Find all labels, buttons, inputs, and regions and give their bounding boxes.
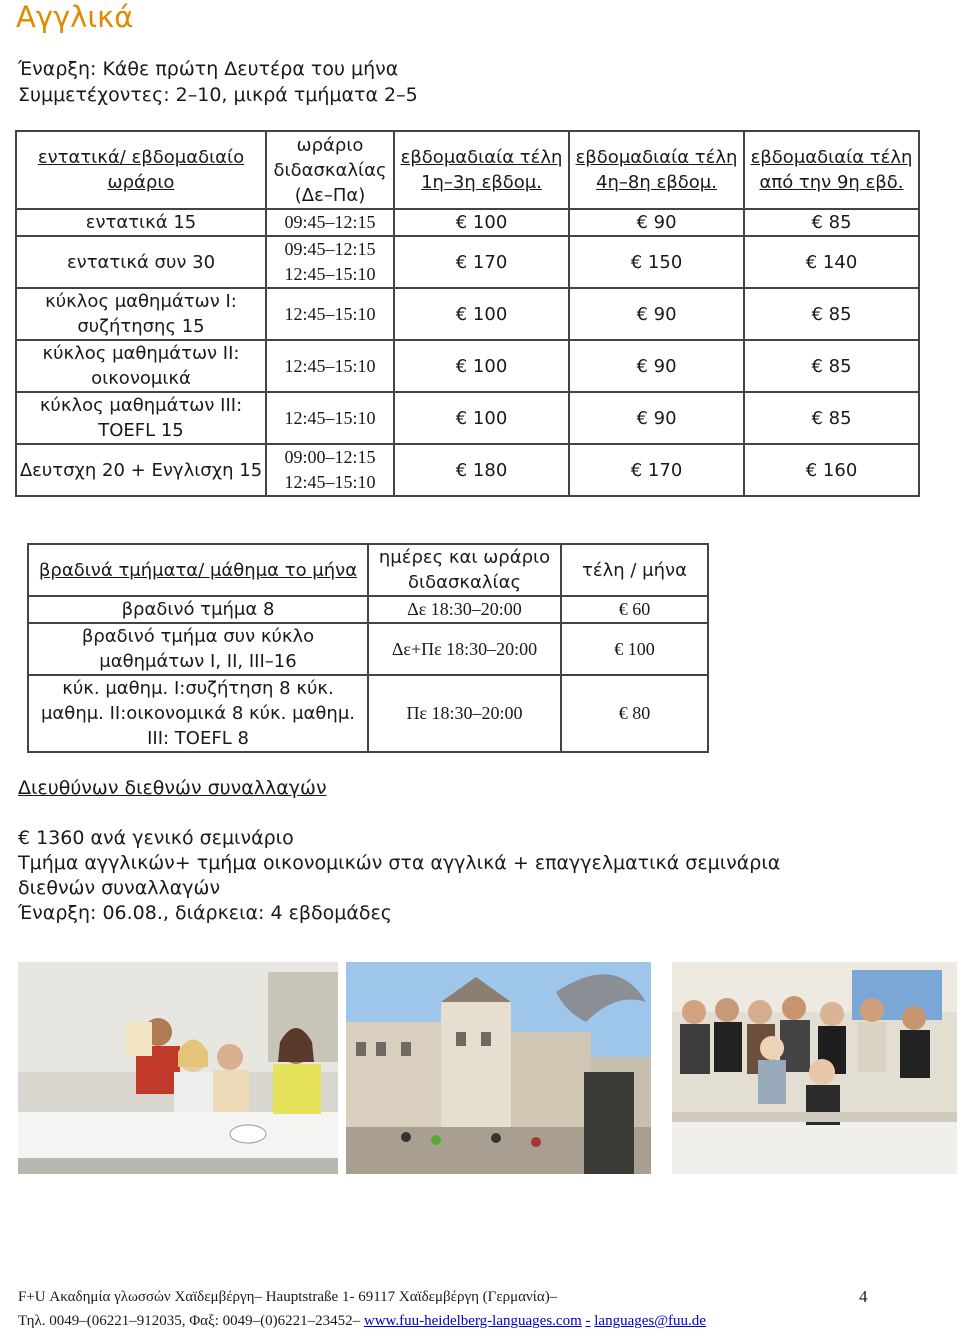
fee-cell: € 160 — [744, 444, 919, 496]
header-schedule: ωράριο διδασκαλίας (Δε–Πα) — [266, 131, 394, 209]
course-name: βραδινό τμήμα 8 — [28, 596, 368, 623]
website-link[interactable]: www.fuu-heidelberg-languages.com — [363, 1313, 582, 1329]
fee-cell: € 85 — [744, 340, 919, 392]
course-schedule: 09:45–12:15 12:45–15:10 — [266, 236, 394, 288]
intensive-fees-table — [15, 130, 920, 497]
fee-cell: € 170 — [569, 444, 744, 496]
classroom-photo-image — [18, 962, 338, 1174]
fee-cell: € 100 — [394, 288, 569, 340]
fee-cell: € 170 — [394, 236, 569, 288]
fee-cell: € 140 — [744, 236, 919, 288]
header-schedule: ημέρες και ωράριο διδασκαλίας — [368, 544, 561, 596]
fee-cell: € 60 — [561, 596, 708, 623]
course-schedule: 12:45–15:10 — [266, 340, 394, 392]
section-body — [18, 826, 780, 926]
student-group-image — [672, 962, 957, 1174]
fee-cell: € 100 — [394, 209, 569, 236]
email-link[interactable]: languages@fuu.de — [594, 1313, 706, 1329]
student-group-photo — [672, 962, 957, 1174]
footer-phone-fax: Τηλ. 0049–(06221–912035, Φαξ: 0049–(0)6221–23452– — [18, 1313, 361, 1329]
page-title: Αγγλικά — [16, 0, 134, 34]
table-row — [16, 236, 919, 288]
participants-info: Συμμετέχοντες: 2–10, μικρά τμήματα 2–5 — [18, 84, 418, 106]
fee-cell: € 90 — [569, 340, 744, 392]
course-name: βραδινό τμήμα συν κύκλο μαθημάτων I, II, III–16 — [28, 623, 368, 675]
city-square-image — [346, 962, 651, 1174]
evening-fees-table — [27, 543, 709, 753]
table-row — [16, 288, 919, 340]
footer-contact — [18, 1309, 706, 1333]
course-name: κύκλος μαθημάτων I: συζήτησης 15 — [16, 288, 266, 340]
table-row — [16, 444, 919, 496]
header-fee-weeks-4-8: εβδομαδιαία τέλη 4η–8η εβδομ. — [569, 131, 744, 209]
header-fee: τέλη / μήνα — [561, 544, 708, 596]
header-course: εντατικά/ εβδομαδιαίο ωράριο — [16, 131, 266, 209]
course-name: κύκλος μαθημάτων II: οικονομικά — [16, 340, 266, 392]
footer-address: F+U Ακαδημία γλωσσών Χαϊδεμβέργη– Hauptstraße 1- 69117 Χαϊδεμβέργη (Γερμανία)– — [18, 1289, 558, 1305]
fee-cell: € 90 — [569, 209, 744, 236]
price-line: € 1360 ανά γενικό σεμινάριο — [18, 827, 294, 849]
fee-cell: € 180 — [394, 444, 569, 496]
fee-cell: € 90 — [569, 392, 744, 444]
table-header-row — [28, 544, 708, 596]
header-fee-weeks-1-3: εβδομαδιαία τέλη 1η–3η εβδομ. — [394, 131, 569, 209]
start-info: Έναρξη: Κάθε πρώτη Δευτέρα του μήνα — [18, 58, 399, 80]
table-row — [16, 392, 919, 444]
footer — [18, 1285, 706, 1333]
course-name: Δευτσχη 20 + Ενγλισχη 15 — [16, 444, 266, 496]
description-line-2: διεθνών συναλλαγών — [18, 877, 221, 899]
page-number: 4 — [859, 1287, 868, 1306]
fee-cell: € 100 — [394, 340, 569, 392]
fee-cell: € 90 — [569, 288, 744, 340]
course-schedule: 09:00–12:15 12:45–15:10 — [266, 444, 394, 496]
course-schedule: Δε 18:30–20:00 — [368, 596, 561, 623]
intro — [18, 56, 418, 108]
section-heading: Διευθύνων διεθνών συναλλαγών — [18, 777, 327, 799]
fee-cell: € 80 — [561, 675, 708, 752]
course-schedule: 12:45–15:10 — [266, 288, 394, 340]
course-schedule: 12:45–15:10 — [266, 392, 394, 444]
course-name: κύκλος μαθημάτων III: TOEFL 15 — [16, 392, 266, 444]
table-row — [28, 675, 708, 752]
course-schedule: Πε 18:30–20:00 — [368, 675, 561, 752]
course-name: κύκ. μαθημ. I:συζήτηση 8 κύκ. μαθημ. II:οικονομικά 8 κύκ. μαθημ. III: TOEFL 8 — [28, 675, 368, 752]
table-row — [16, 340, 919, 392]
course-name: εντατικά 15 — [16, 209, 266, 236]
fee-cell: € 100 — [561, 623, 708, 675]
course-schedule: 09:45–12:15 — [266, 209, 394, 236]
fee-cell: € 100 — [394, 392, 569, 444]
table-header-row — [16, 131, 919, 209]
table-row — [28, 623, 708, 675]
city-square-photo — [346, 962, 651, 1174]
table-row — [16, 209, 919, 236]
table-row — [28, 596, 708, 623]
fee-cell: € 150 — [569, 236, 744, 288]
description-line: Τμήμα αγγλικών+ τμήμα οικονομικών στα αγγλικά + επαγγελματικά σεμινάρια — [18, 852, 781, 874]
start-duration-line: Έναρξη: 06.08., διάρκεια: 4 εβδομάδες — [18, 902, 392, 924]
classroom-photo — [18, 962, 338, 1174]
fee-cell: € 85 — [744, 392, 919, 444]
course-schedule: Δε+Πε 18:30–20:00 — [368, 623, 561, 675]
fee-cell: € 85 — [744, 288, 919, 340]
footer-separator: - — [585, 1313, 591, 1329]
fee-cell: € 85 — [744, 209, 919, 236]
header-course: βραδινά τμήματα/ μάθημα το μήνα — [28, 544, 368, 596]
header-fee-week-9: εβδομαδιαία τέλη από την 9η εβδ. — [744, 131, 919, 209]
course-name: εντατικά συν 30 — [16, 236, 266, 288]
